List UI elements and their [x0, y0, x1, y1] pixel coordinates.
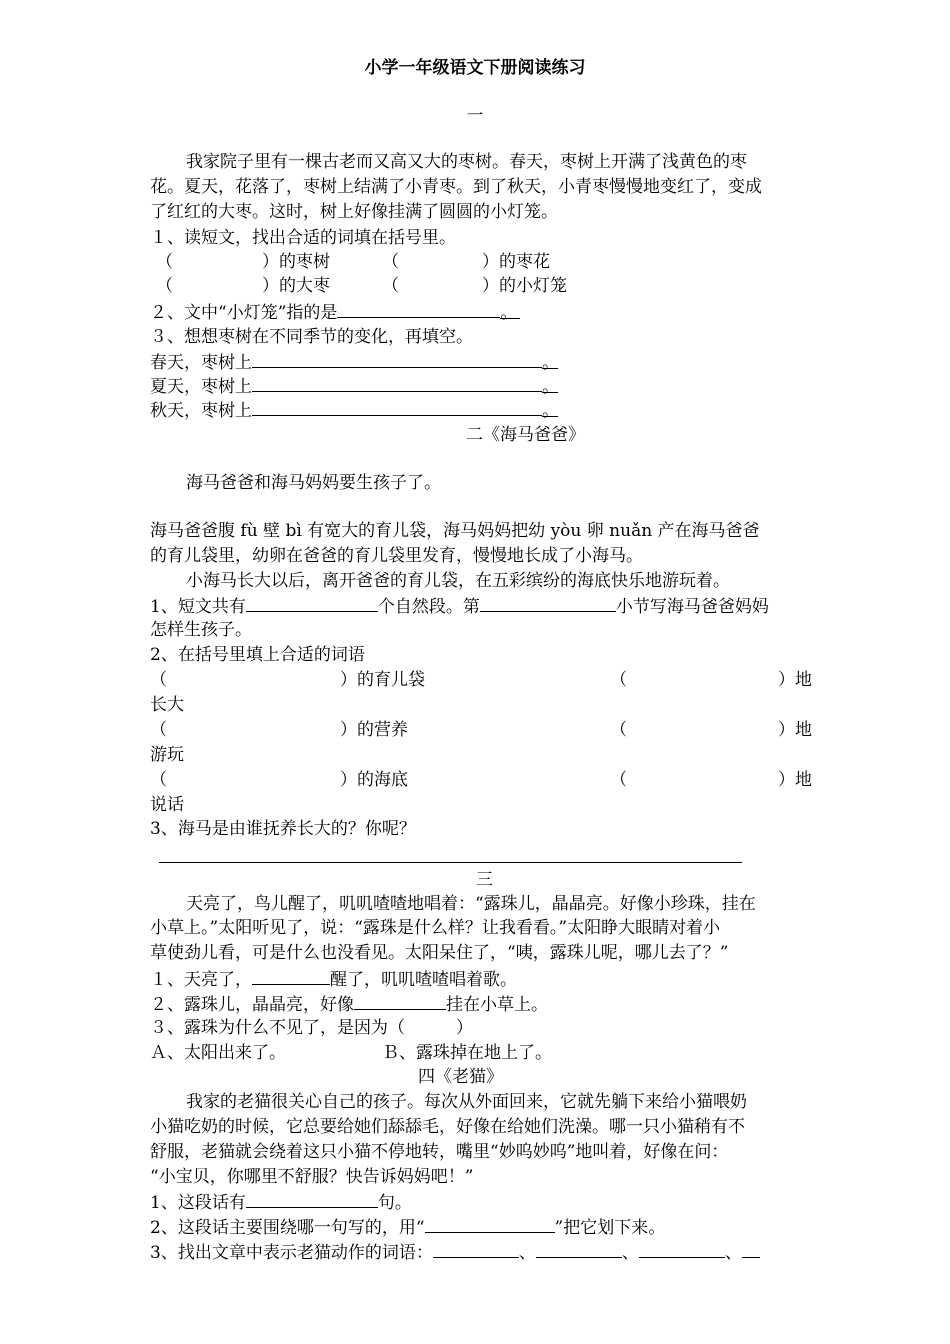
answer-blank[interactable] — [252, 398, 542, 416]
s1-bracket-jujube-flower[interactable]: ）的枣花 — [482, 252, 550, 272]
s1-question-1: １、读短文，找出合适的词填在括号里。 — [150, 228, 456, 248]
answer-blank[interactable] — [639, 1240, 725, 1258]
s3-question-3: ３、露珠为什么不见了，是因为（ ） — [150, 1018, 473, 1038]
s4-paragraph-line-1: 我家的老猫很关心自己的孩子。每次从外面回来，它就先躺下来给小猫喂奶 — [186, 1092, 747, 1112]
answer-blank[interactable] — [480, 594, 616, 612]
answer-blank[interactable] — [742, 1240, 760, 1258]
s1-bracket-jujube-tree[interactable]: ）的枣树 — [262, 252, 330, 272]
s2-question-1: 1、短文共有 个自然段。第 小节写海马爸爸妈妈 — [150, 594, 769, 619]
s4-question-2: 2、这段话主要围绕哪一句写的，用“ ”把它划下来。 — [150, 1215, 665, 1240]
s1-paragraph-line-2: 花。夏天，花落了，枣树上结满了小青枣。到了秋天，小青枣慢慢地变红了，变成 — [150, 177, 762, 197]
answer-blank[interactable] — [337, 300, 500, 318]
answer-blank-end: 。 — [500, 301, 520, 319]
s2-bracket-open: （ — [150, 670, 167, 690]
s2-bracket-pouch[interactable]: ）的育儿袋 — [340, 670, 425, 690]
s4-paragraph-line-3: 舒服，老猫就会绕着这只小猫不停地转，嘴里“妙呜妙呜”地叫着，好像在问： — [150, 1142, 729, 1162]
s1-summer-line: 夏天，枣树上 。 — [150, 374, 558, 399]
s2-bracket-open: （ — [610, 670, 627, 690]
s2-bracket-seabed[interactable]: ）的海底 — [340, 770, 408, 790]
s4-paragraph-line-2: 小猫吃奶的时候，它总要给她们舔舔毛，好像在给她们洗澡。哪一只小猫稍有不 — [150, 1117, 745, 1137]
section-1-heading: 一 — [466, 106, 484, 126]
s2-paragraph-3: 小海马长大以后，离开爸爸的育儿袋，在五彩缤纷的海底快乐地游玩着。 — [186, 571, 730, 591]
s1-bracket-open: （ — [382, 252, 399, 272]
s2-bracket-nutrition[interactable]: ）的营养 — [340, 720, 408, 740]
s1-spring-line: 春天，枣树上 。 — [150, 350, 558, 375]
s3-paragraph-line-1: 天亮了，鸟儿醒了，叽叽喳喳地唱着：“露珠儿，晶晶亮。好像小珍珠，挂在 — [186, 894, 756, 914]
s1-question-2: ２、文中“小灯笼”指的是 。 — [150, 300, 520, 325]
s3-paragraph-line-3: 草使劲儿看，可是什么也没看见。太阳呆住了，“咦，露珠儿呢，哪儿去了？” — [150, 943, 729, 963]
answer-blank[interactable] — [252, 374, 542, 392]
s2-bracket-wrap: 游玩 — [150, 745, 184, 765]
s3-paragraph-line-2: 小草上。”太阳听见了，说：“露珠是什么样？让我看看。”太阳睁大眼睛对着小 — [150, 918, 721, 938]
s1-bracket-big-jujube[interactable]: ）的大枣 — [262, 276, 330, 296]
s4-question-3: 3、找出文章中表示老猫动作的词语： 、 、 、 — [150, 1240, 760, 1265]
s2-bracket-play[interactable]: ）地 — [778, 720, 812, 740]
s2-bracket-speak[interactable]: ）地 — [778, 770, 812, 790]
s1-bracket-open: （ — [382, 276, 399, 296]
s2-bracket-open: （ — [610, 770, 627, 790]
answer-blank[interactable] — [354, 992, 446, 1010]
answer-blank[interactable] — [252, 350, 542, 368]
s2-bracket-open: （ — [150, 770, 167, 790]
answer-blank[interactable] — [252, 967, 330, 985]
s4-question-1: 1、这段话有 句。 — [150, 1190, 412, 1215]
section-2-heading: 二《海马爸爸》 — [466, 425, 585, 445]
s2-bracket-grow[interactable]: ）地 — [778, 670, 812, 690]
s2-bracket-open: （ — [610, 720, 627, 740]
section-3-heading: 三 — [476, 870, 493, 890]
s2-paragraph-2-line-1: 海马爸爸腹 fù 壁 bì 有宽大的育儿袋，海马妈妈把幼 yòu 卵 nuǎn 产在海马爸爸 — [150, 521, 760, 541]
s4-paragraph-line-4: “小宝贝，你哪里不舒服？快告诉妈妈吧！” — [150, 1167, 474, 1187]
s1-paragraph-line-3: 了红红的大枣。这时，树上好像挂满了圆圆的小灯笼。 — [150, 202, 558, 222]
s2-paragraph-2-line-2: 的育儿袋里，幼卵在爸爸的育儿袋里发育，慢慢地长成了小海马。 — [150, 546, 643, 566]
s3-option-a[interactable]: Ａ、太阳出来了。 — [150, 1043, 286, 1063]
answer-blank[interactable] — [433, 1240, 519, 1258]
s1-bracket-lantern[interactable]: ）的小灯笼 — [482, 276, 567, 296]
s2-bracket-wrap: 说话 — [150, 795, 184, 815]
page-title: 小学一年级语文下册阅读练习 — [364, 58, 586, 78]
s3-question-1: １、天亮了， 醒了，叽叽喳喳唱着歌。 — [150, 967, 517, 992]
answer-blank[interactable] — [536, 1240, 622, 1258]
s1-bracket-open: （ — [156, 276, 173, 296]
s2-bracket-open: （ — [150, 720, 167, 740]
s3-option-b[interactable]: Ｂ、露珠掉在地上了。 — [382, 1043, 552, 1063]
section-4-heading: 四《老猫》 — [418, 1067, 503, 1087]
s1-autumn-line: 秋天，枣树上 。 — [150, 398, 558, 423]
s2-question-3: 3、海马是由谁抚养长大的？你呢？ — [150, 819, 416, 839]
s1-bracket-open: （ — [156, 252, 173, 272]
s1-question-3: ３、想想枣树在不同季节的变化，再填空。 — [150, 327, 473, 347]
s1-paragraph-line-1: 我家院子里有一棵古老而又高又大的枣树。春天，枣树上开满了浅黄色的枣 — [186, 152, 747, 172]
s2-bracket-wrap: 长大 — [150, 695, 184, 715]
s2-question-1-wrap: 怎样生孩子。 — [150, 620, 252, 640]
s3-question-2: ２、露珠儿，晶晶亮，好像 挂在小草上。 — [150, 992, 548, 1017]
answer-line[interactable] — [159, 862, 742, 863]
answer-blank[interactable] — [246, 1190, 378, 1208]
s2-paragraph-1: 海马爸爸和海马妈妈要生孩子了。 — [186, 473, 441, 493]
answer-blank[interactable] — [246, 594, 378, 612]
s2-question-2: 2、在括号里填上合适的词语 — [150, 645, 365, 665]
answer-blank[interactable] — [425, 1215, 555, 1233]
